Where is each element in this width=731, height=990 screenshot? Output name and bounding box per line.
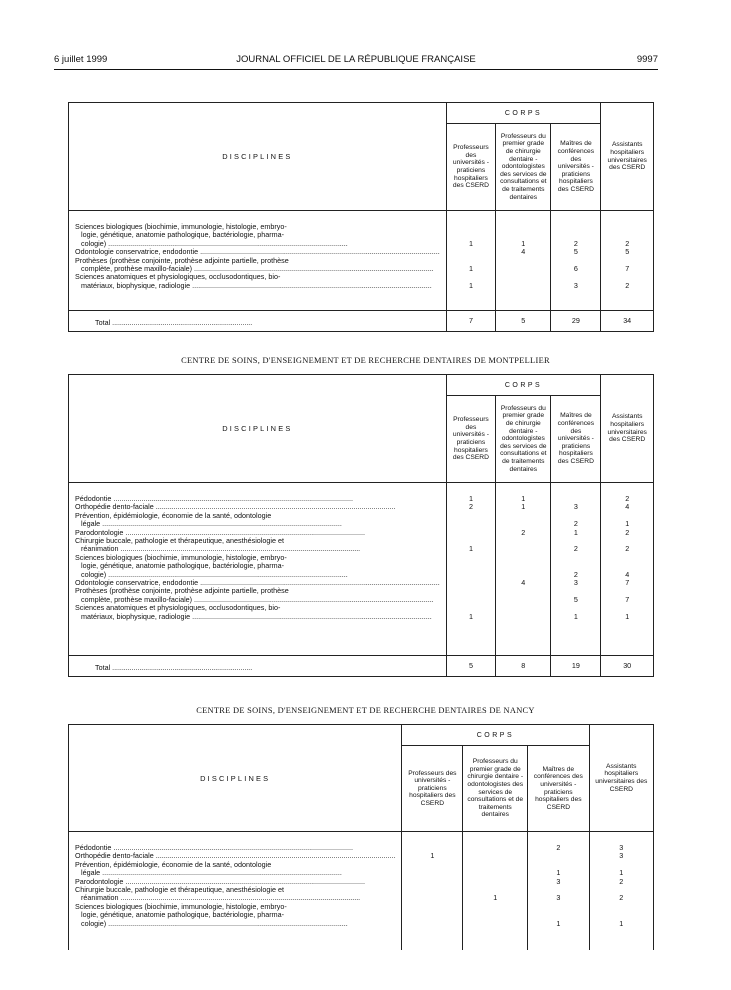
table3-col2-cell — [463, 832, 528, 950]
value-cell: 1 — [556, 919, 561, 928]
value-cell: 2 — [619, 894, 624, 903]
col2-header: Professeurs du premier grade de chirurgie dentaire - odontologistes des services de consultations et de traitements dentaires — [496, 124, 551, 211]
value-cell — [402, 861, 462, 869]
value-cell: 1 — [521, 503, 526, 512]
table1-total-col2: 5 — [496, 311, 551, 332]
value-cell: 5 — [573, 248, 578, 257]
discipline-label: Chirurgie buccale, pathologie et thérapeutique, anesthésiologie et — [75, 886, 284, 895]
col1-header: Professeurs des universités - praticiens hospitaliers des CSERD — [446, 124, 495, 211]
value-cell — [496, 562, 550, 570]
col4-header: Assistants hospitaliers universitaires des CSERD — [601, 375, 654, 483]
corps-header: CORPS — [402, 725, 589, 746]
value-cell — [447, 579, 495, 587]
value-cell — [601, 512, 653, 520]
corps-header: CORPS — [446, 375, 601, 396]
table3-col3-cell — [528, 832, 589, 950]
value-cell: 4 — [625, 503, 630, 512]
value-cell — [528, 886, 588, 894]
value-cell: 4 — [521, 248, 526, 257]
header-journal-title: JOURNAL OFFICIEL DE LA RÉPUBLIQUE FRANÇAISE — [236, 54, 476, 65]
discipline-label: réanimation ........................................................................................................................ — [81, 545, 361, 554]
table-1 — [68, 102, 654, 332]
discipline-label: Sciences biologiques (biochimie, immunologie, histologie, embryo- — [75, 223, 287, 231]
discipline-label: légale ........................................................................................................................ — [81, 520, 342, 529]
table3-col1-cell — [402, 832, 463, 950]
value-cell: 2 — [468, 503, 473, 512]
value-cell: 1 — [521, 239, 526, 248]
value-cell — [447, 596, 495, 604]
value-cell: 1 — [625, 612, 630, 621]
value-cell: 1 — [430, 852, 435, 861]
value-cell — [551, 231, 600, 239]
discipline-label: Pédodontie ........................................................................................................................ — [75, 844, 353, 852]
value-cell: 5 — [573, 595, 578, 604]
value-cell — [402, 886, 462, 894]
table3-disciplines-cell — [69, 832, 402, 950]
value-cell: 1 — [468, 495, 473, 503]
corps-header: CORPS — [446, 103, 601, 124]
value-cell — [601, 223, 653, 231]
col2-header: Professeurs du premier grade de chirurgie dentaire - odontologistes des services de consultations et de traitements dentaires — [463, 746, 528, 832]
value-cell — [496, 545, 550, 553]
value-cell — [551, 604, 600, 612]
value-cell: 1 — [493, 894, 498, 903]
value-cell — [463, 886, 527, 894]
value-cell — [463, 844, 527, 852]
value-cell — [496, 231, 550, 239]
value-cell — [463, 920, 527, 928]
value-cell — [551, 223, 600, 231]
value-cell: 2 — [625, 545, 630, 554]
discipline-label: Prévention, épidémiologie, économie de la santé, odontologie — [75, 860, 272, 869]
value-cell — [463, 869, 527, 877]
value-cell: 1 — [468, 281, 473, 290]
col4-header: Assistants hospitaliers universitaires des CSERD — [601, 103, 654, 211]
discipline-label: logie, génétique, anatomie pathologique, bactériologie, pharma- — [81, 231, 284, 240]
table2-col4-cell — [601, 483, 654, 656]
table2-total-col1: 5 — [446, 656, 495, 677]
value-cell — [463, 852, 527, 860]
discipline-label: Chirurgie buccale, pathologie et thérapeutique, anesthésiologie et — [75, 537, 284, 546]
value-cell: 2 — [573, 570, 578, 579]
value-cell — [447, 529, 495, 537]
value-cell — [402, 844, 462, 852]
discipline-label: matériaux, biophysique, radiologie ........................................................................................................................ — [81, 281, 432, 290]
value-cell: 1 — [521, 495, 526, 503]
col1-header: Professeurs des universités - praticiens hospitaliers des CSERD — [446, 396, 495, 483]
discipline-label: cologie) ........................................................................................................................ — [81, 919, 348, 928]
table2-col2-cell — [496, 483, 551, 656]
value-cell — [402, 894, 462, 902]
value-cell — [601, 231, 653, 239]
table-3 — [68, 724, 654, 950]
table2-col1-cell — [446, 483, 495, 656]
value-cell — [551, 537, 600, 545]
discipline-label: Parodontologie ........................................................................................................................ — [75, 528, 365, 537]
value-cell — [447, 554, 495, 562]
value-cell: 1 — [468, 612, 473, 621]
value-cell — [447, 604, 495, 612]
value-cell — [496, 596, 550, 604]
value-cell — [601, 587, 653, 595]
discipline-label: Pédodontie ........................................................................................................................ — [75, 495, 353, 503]
value-cell: 1 — [625, 520, 630, 529]
value-cell: 4 — [521, 579, 526, 588]
value-cell: 4 — [625, 570, 630, 579]
value-cell — [402, 878, 462, 886]
value-cell — [601, 537, 653, 545]
discipline-label: cologie) ........................................................................................................................ — [81, 570, 348, 579]
table2-disciplines-cell — [69, 483, 447, 656]
discipline-label: Odontologie conservatrice, endodontie ........................................................................................................................ — [75, 248, 440, 257]
header-date: 6 juillet 1999 — [54, 54, 108, 65]
table2-total-col4: 30 — [601, 656, 654, 677]
value-cell: 6 — [573, 265, 578, 274]
value-cell — [447, 537, 495, 545]
page-header — [54, 54, 658, 68]
value-cell: 1 — [556, 869, 561, 878]
discipline-label: Sciences biologiques (biochimie, immunologie, histologie, embryo- — [75, 553, 287, 562]
discipline-label: complète, prothèse maxillo-faciale) ........................................................................................................................ — [81, 265, 434, 274]
discipline-label: logie, génétique, anatomie pathologique, bactériologie, pharma- — [81, 911, 284, 920]
value-cell — [590, 903, 653, 911]
value-cell: 2 — [625, 528, 630, 537]
discipline-label: Prothèses (prothèse conjointe, prothèse adjointe partielle, prothèse — [75, 256, 289, 265]
disciplines-header: DISCIPLINES — [69, 725, 402, 832]
discipline-label: légale ........................................................................................................................ — [81, 869, 342, 878]
value-cell — [447, 257, 495, 265]
col1-header: Professeurs des universités - praticiens hospitaliers des CSERD — [402, 746, 463, 832]
value-cell: 1 — [619, 869, 624, 878]
value-cell — [447, 273, 495, 281]
discipline-label: Orthopédie dento-faciale ........................................................................................................................ — [75, 852, 396, 861]
value-cell — [402, 869, 462, 877]
discipline-label: Sciences anatomiques et physiologiques, occlusodontiques, bio- — [75, 604, 281, 613]
col3-header: Maîtres de conférences des universités - praticiens hospitaliers des CSERD — [551, 124, 601, 211]
table1-total-col3: 29 — [551, 311, 601, 332]
value-cell: 2 — [573, 545, 578, 554]
discipline-label: Prothèses (prothèse conjointe, prothèse adjointe partielle, prothèse — [75, 587, 289, 596]
value-cell — [496, 613, 550, 621]
discipline-label: réanimation ........................................................................................................................ — [81, 894, 361, 903]
value-cell: 3 — [619, 844, 624, 852]
value-cell — [601, 273, 653, 281]
discipline-label: Prévention, épidémiologie, économie de la santé, odontologie — [75, 511, 272, 520]
table1-col1-cell — [446, 211, 495, 311]
disciplines-header: DISCIPLINES — [69, 375, 447, 483]
value-cell — [496, 273, 550, 281]
value-cell: 2 — [625, 239, 630, 248]
value-cell: 2 — [625, 495, 630, 503]
table2-total-label: Total ........................................................................ — [69, 656, 447, 677]
value-cell: 3 — [619, 852, 624, 861]
disciplines-header: DISCIPLINES — [69, 103, 447, 211]
value-cell — [551, 495, 600, 503]
value-cell — [528, 903, 588, 911]
value-cell: 1 — [468, 239, 473, 248]
value-cell — [528, 852, 588, 860]
caption-nancy: CENTRE DE SOINS, D'ENSEIGNEMENT ET DE RECHERCHE DENTAIRES DE NANCY — [196, 706, 535, 715]
value-cell — [463, 861, 527, 869]
col3-header: Maîtres de conférences des universités - praticiens hospitaliers des CSERD — [551, 396, 601, 483]
value-cell: 2 — [573, 520, 578, 529]
discipline-label: Odontologie conservatrice, endodontie ........................................................................................................................ — [75, 579, 440, 588]
value-cell: 1 — [468, 545, 473, 554]
value-cell — [551, 273, 600, 281]
table1-col4-cell — [601, 211, 654, 311]
value-cell — [447, 562, 495, 570]
col3-header: Maîtres de conférences des universités - praticiens hospitaliers des CSERD — [528, 746, 589, 832]
value-cell — [551, 257, 600, 265]
value-cell — [463, 911, 527, 919]
table2-total-col2: 8 — [496, 656, 551, 677]
table3-col4-cell — [589, 832, 653, 950]
value-cell — [528, 911, 588, 919]
value-cell — [496, 223, 550, 231]
value-cell — [463, 903, 527, 911]
value-cell — [447, 571, 495, 579]
value-cell — [496, 265, 550, 273]
value-cell: 2 — [521, 528, 526, 537]
table1-total-col4: 34 — [601, 311, 654, 332]
value-cell — [447, 512, 495, 520]
value-cell — [496, 537, 550, 545]
value-cell — [447, 231, 495, 239]
value-cell — [496, 587, 550, 595]
value-cell: 3 — [556, 877, 561, 886]
value-cell — [496, 604, 550, 612]
discipline-label: Orthopédie dento-faciale ........................................................................................................................ — [75, 503, 396, 512]
value-cell: 1 — [573, 612, 578, 621]
value-cell — [496, 282, 550, 290]
value-cell — [402, 911, 462, 919]
header-rule — [54, 69, 658, 70]
discipline-label: Sciences biologiques (biochimie, immunologie, histologie, embryo- — [75, 902, 287, 911]
value-cell: 1 — [619, 919, 624, 928]
table-2 — [68, 374, 654, 677]
value-cell — [496, 571, 550, 579]
value-cell — [496, 512, 550, 520]
discipline-label: matériaux, biophysique, radiologie ........................................................................................................................ — [81, 612, 432, 621]
value-cell — [402, 920, 462, 928]
value-cell — [496, 520, 550, 528]
value-cell: 1 — [573, 528, 578, 537]
discipline-label: cologie) ........................................................................................................................ — [81, 239, 348, 248]
value-cell: 7 — [625, 595, 630, 604]
value-cell: 2 — [619, 877, 624, 886]
value-cell — [601, 562, 653, 570]
value-cell — [601, 257, 653, 265]
value-cell — [463, 878, 527, 886]
value-cell — [447, 520, 495, 528]
value-cell: 2 — [625, 281, 630, 290]
value-cell: 3 — [556, 894, 561, 903]
discipline-label: Parodontologie ........................................................................................................................ — [75, 877, 365, 886]
value-cell — [528, 861, 588, 869]
value-cell: 1 — [468, 265, 473, 274]
value-cell — [447, 223, 495, 231]
discipline-label: Sciences anatomiques et physiologiques, occlusodontiques, bio- — [75, 273, 281, 282]
value-cell: 2 — [556, 844, 561, 852]
table1-total-col1: 7 — [446, 311, 495, 332]
value-cell — [551, 554, 600, 562]
value-cell — [551, 562, 600, 570]
value-cell — [590, 886, 653, 894]
value-cell: 2 — [573, 239, 578, 248]
discipline-label: complète, prothèse maxillo-faciale) ........................................................................................................................ — [81, 595, 434, 604]
value-cell: 3 — [573, 281, 578, 290]
header-page-number: 9997 — [636, 54, 658, 65]
table1-total-label: Total ........................................................................ — [69, 311, 447, 332]
value-cell: 7 — [625, 579, 630, 588]
table2-total-col3: 19 — [551, 656, 601, 677]
value-cell — [496, 257, 550, 265]
table1-disciplines-cell — [69, 211, 447, 311]
value-cell — [590, 911, 653, 919]
value-cell — [601, 554, 653, 562]
value-cell — [551, 587, 600, 595]
value-cell — [447, 587, 495, 595]
value-cell — [402, 903, 462, 911]
col4-header: Assistants hospitaliers universitaires des CSERD — [589, 725, 653, 832]
col2-header: Professeurs du premier grade de chirurgie dentaire - odontologistes des services de consultations et de traitements dentaires — [496, 396, 551, 483]
value-cell — [496, 554, 550, 562]
table1-col2-cell — [496, 211, 551, 311]
value-cell — [447, 248, 495, 256]
value-cell — [601, 604, 653, 612]
value-cell: 7 — [625, 265, 630, 274]
table1-col3-cell — [551, 211, 601, 311]
caption-montpellier: CENTRE DE SOINS, D'ENSEIGNEMENT ET DE RECHERCHE DENTAIRES DE MONTPELLIER — [181, 356, 550, 365]
value-cell — [551, 512, 600, 520]
value-cell — [590, 861, 653, 869]
value-cell: 3 — [573, 579, 578, 588]
value-cell: 5 — [625, 248, 630, 257]
value-cell: 3 — [573, 503, 578, 512]
table2-col3-cell — [551, 483, 601, 656]
discipline-label: logie, génétique, anatomie pathologique, bactériologie, pharma- — [81, 562, 284, 571]
